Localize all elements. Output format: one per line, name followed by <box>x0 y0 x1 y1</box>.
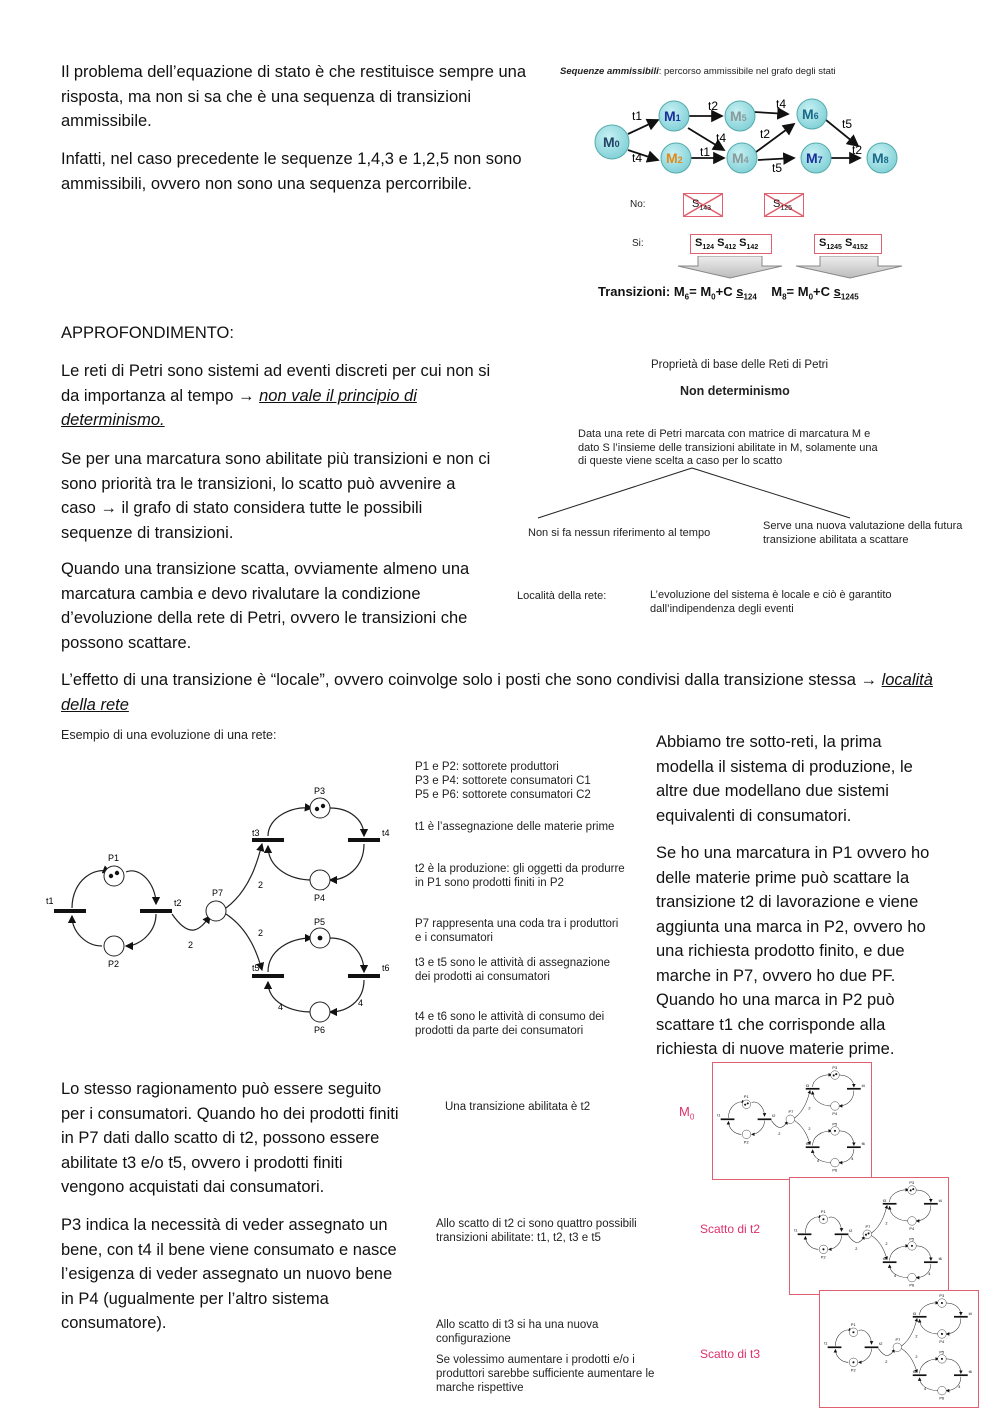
state-node-m7 <box>801 143 831 173</box>
token <box>912 1188 914 1190</box>
transizioni-formula: Transizioni: $M_6= M_0+C$ $s_{124}$ $M_8= M_0+C$ $s_{1245}$ <box>598 284 859 302</box>
legend-item-4: P7 rappresenta una coda tra i produttori e i consumatori <box>415 918 619 944</box>
label-t1: t1 <box>794 1228 798 1233</box>
token <box>868 1232 870 1234</box>
right-paragraph-1: Abbiamo tre sotto-reti, la prima modella il sistema di produzione, le altre due modellano due sistemi equivalenti di consumatori. <box>656 733 913 825</box>
label-p5: P5 <box>939 1350 945 1355</box>
weight-t6-p6: 4 <box>958 1385 961 1390</box>
step2-label: Scatto di t2 <box>700 1222 761 1236</box>
place-p6 <box>908 1273 917 1282</box>
nondet-body: Data una rete di Petri marcata con matrice di marcatura M e dato S l’insieme delle transizioni abilitate in M, solamente una di queste viene scelta a caso per lo scatto <box>578 428 878 467</box>
label-t5: t5 <box>882 1257 886 1262</box>
accepted-seq-box-1: $S_{124}$ $S_{412}$ $S_{142}$ <box>690 234 772 254</box>
label-p4: P4 <box>909 1226 915 1231</box>
net-snapshot-m0 <box>712 1062 872 1180</box>
label-t3: t3 <box>882 1199 886 1204</box>
place-p7 <box>786 1115 795 1124</box>
token <box>852 1361 854 1363</box>
token <box>910 1189 912 1191</box>
locality-label: Località della rete: <box>517 590 607 602</box>
step1-label: $M_0$ <box>679 1104 695 1122</box>
label-t6: t6 <box>938 1257 942 1262</box>
edge-label-t1b: t1 <box>700 145 711 159</box>
state-node-m5 <box>725 101 755 131</box>
label-p2: P2 <box>108 959 120 969</box>
label-p7: P7 <box>895 1337 901 1342</box>
edge-label-t5: t5 <box>772 161 783 175</box>
net-snapshot-t3 <box>819 1290 979 1408</box>
svg-text:M7: M7 <box>806 150 823 166</box>
label-p6: P6 <box>832 1168 838 1173</box>
place-p7 <box>206 901 226 921</box>
svg-text:M4: M4 <box>732 150 749 166</box>
step3-label: Scatto di t3 <box>700 1347 761 1361</box>
nondet-branch-lines <box>520 464 920 524</box>
label-t5: t5 <box>252 963 260 973</box>
nondet-right: Serve una nuova valutazione della futura transizione abilitata a scattare <box>763 520 963 546</box>
label-p7: P7 <box>788 1109 794 1114</box>
seq-figure-title: Sequenze ammissibili: percorso ammissibile nel grafo degli stati <box>560 66 836 77</box>
label-p1: P1 <box>743 1094 749 1099</box>
token <box>834 1130 836 1132</box>
label-p6: P6 <box>939 1396 945 1401</box>
label-p3: P3 <box>314 786 326 796</box>
step3-text: Allo scatto di t3 si ha una nuova configurazione <box>436 1319 599 1345</box>
weight-p7-t3: 2 <box>808 1106 811 1111</box>
weight-p7-t3: 2 <box>258 880 264 890</box>
place-p4 <box>310 870 330 890</box>
label-t6: t6 <box>861 1142 865 1147</box>
approfondimento-paragraph-4: L’effetto di una transizione è “locale”, ovvero coinvolge solo i posti che sono condivisi dalla transizione stessa → località della rete <box>61 671 933 714</box>
step1-text: Una transizione abilitata è t2 <box>445 1101 591 1113</box>
svg-text:M0: M0 <box>603 134 620 150</box>
weight-p7-t5: 2 <box>808 1127 811 1132</box>
state-node-m1 <box>659 101 689 131</box>
place-p4 <box>831 1102 840 1111</box>
label-p1: P1 <box>820 1209 826 1214</box>
rejected-seq-1: $S_{143}$ <box>683 193 723 217</box>
token <box>865 1234 867 1236</box>
weight-p6-t5: 4 <box>893 1273 897 1278</box>
nondet-title: Proprietà di base delle Reti di Petri <box>651 359 829 371</box>
label-t1: t1 <box>717 1113 721 1118</box>
si-label: Si: <box>632 238 644 249</box>
place-p3 <box>831 1071 840 1080</box>
weight-t2-p7: 2 <box>855 1247 858 1252</box>
state-node-m6 <box>797 99 827 129</box>
place-p3 <box>908 1186 917 1195</box>
legend-item-1: P1 e P2: sottorete produttori P3 e P4: sottorete consumatori C1 P5 e P6: sottorete consumatori C2 <box>415 761 591 801</box>
approfondimento-heading: APPROFONDIMENTO: <box>61 324 234 342</box>
step2-text: Allo scatto di t2 ci sono quattro possibili transizioni abilitate: t1, t2, t3 e t5 <box>436 1218 637 1244</box>
weight-p7-t5: 2 <box>258 928 264 938</box>
no-label: No: <box>630 199 646 210</box>
intro-paragraph-1: Il problema dell’equazione di stato è che restituisce sempre una risposta, ma non si sa che è una sequenza di transizioni ammissibile. <box>61 63 527 130</box>
place-p4 <box>908 1217 917 1226</box>
label-t4: t4 <box>968 1312 972 1317</box>
label-t3: t3 <box>252 828 260 838</box>
intro-paragraph-2: Infatti, nel caso precedente le sequenze 1,4,3 e 1,2,5 non sono ammissibili, ovvero non sono una sequenza percorribile. <box>61 150 522 193</box>
label-p3: P3 <box>909 1181 915 1186</box>
approfondimento-paragraph-3: Quando una transizione scatta, ovviamente almeno una marcatura cambia e devo rivalutare la condizione d’evoluzione della rete di Petri, ovvero le transizioni che possono scattare. <box>61 560 470 652</box>
edge-label-t4b: t4 <box>716 131 727 145</box>
step3-text-2: Se volessimo aumentare i prodotti e/o i produttori sarebbe sufficiente aumentare le marche rispettive <box>436 1354 655 1394</box>
svg-text:M5: M5 <box>730 108 747 124</box>
label-t3: t3 <box>912 1312 916 1317</box>
place-p6 <box>938 1386 947 1395</box>
edge-label-t4c: t4 <box>776 97 787 111</box>
label-p7: P7 <box>212 888 224 898</box>
petri-net-diagram <box>40 780 400 1050</box>
legend-item-5: t3 e t5 sono le attività di assegnazione dei prodotti ai consumatori <box>415 957 610 983</box>
token <box>822 1248 824 1250</box>
weight-p7-t3: 2 <box>885 1221 888 1226</box>
weight-p7-t5: 2 <box>915 1355 918 1360</box>
mini-petri-net <box>713 1063 871 1179</box>
down-arrows <box>610 256 910 280</box>
place-p3 <box>310 798 330 818</box>
label-p5: P5 <box>832 1122 838 1127</box>
token <box>835 1073 837 1075</box>
bottom-paragraph-2: P3 indica la necessità di veder assegnato un bene, con t4 il bene viene consumato e nasce l’esigenza di veder assegnato un nuovo bene in P4 (ugualmente per l’altro sistema consumatore). <box>61 1216 397 1332</box>
token <box>941 1302 943 1304</box>
label-p2: P2 <box>743 1140 749 1145</box>
state-node-m0 <box>595 125 629 159</box>
weight-p7-t5: 2 <box>885 1242 888 1247</box>
weight-p7-t3: 2 <box>915 1334 918 1339</box>
token <box>744 1104 746 1106</box>
weight-t2-p7: 2 <box>188 940 194 950</box>
label-t4: t4 <box>382 828 390 838</box>
svg-text:M8: M8 <box>872 150 889 166</box>
label-p2: P2 <box>820 1255 826 1260</box>
token <box>747 1102 749 1104</box>
weight-t2-p7: 2 <box>778 1132 781 1137</box>
nondet-subtitle: Non determinismo <box>680 384 790 398</box>
label-p3: P3 <box>832 1066 838 1071</box>
rejected-seq-2: $S_{125}$ <box>764 193 804 217</box>
label-p2: P2 <box>850 1368 856 1373</box>
right-paragraph-2: Se ho una marcatura in P1 ovvero ho delle materie prime può scattare la transizione t2 di lavorazione e viene aggiunta una marca in P2, ovvero ho una richiesta prodotto finito, e due marche in P7, ovvero ho due PF. Quando ho una marca in P2 può scattare t1 che corrisponde alla richiesta di nuove materie prime. <box>656 844 930 1058</box>
label-t6: t6 <box>968 1370 972 1375</box>
place-p7 <box>863 1230 872 1239</box>
place-p1 <box>104 866 124 886</box>
state-node-m8 <box>867 143 897 173</box>
place-p7 <box>893 1343 902 1352</box>
label-t5: t5 <box>805 1142 809 1147</box>
label-p5: P5 <box>909 1237 915 1242</box>
label-t2: t2 <box>772 1114 776 1119</box>
nondet-left: Non si fa nessun riferimento al tempo <box>528 527 711 539</box>
place-p1 <box>742 1100 751 1109</box>
edge-label-t2b: t2 <box>760 127 771 141</box>
token <box>822 1218 824 1220</box>
place-p6 <box>310 1002 330 1022</box>
place-p6 <box>831 1158 840 1167</box>
label-t3: t3 <box>805 1084 809 1089</box>
svg-text:M6: M6 <box>802 106 819 122</box>
token <box>833 1074 835 1076</box>
bottom-paragraph-1: Lo stesso ragionamento può essere seguito per i consumatori. Quando ho dei prodotti finiti in P7 dati dallo scatto di t2, possono essere abilitate t3 e/o t5, ovvero i prodotti finiti vengono acquistati dai consumatori. <box>61 1080 399 1196</box>
label-p1: P1 <box>108 853 120 863</box>
label-t5: t5 <box>912 1370 916 1375</box>
edge-label-t2: t2 <box>708 99 719 113</box>
label-p5: P5 <box>314 917 326 927</box>
state-graph <box>590 92 910 202</box>
locality-text: L’evoluzione del sistema è locale e ciò è garantito dall’indipendenza degli eventi <box>650 589 892 615</box>
state-node-m4 <box>727 143 757 173</box>
label-p4: P4 <box>832 1111 838 1116</box>
legend-item-6: t4 e t6 sono le attività di consumo dei prodotti da parte dei consumatori <box>415 1011 605 1037</box>
label-p6: P6 <box>314 1025 326 1035</box>
weight-t6-p6: 4 <box>358 998 364 1008</box>
label-t4: t4 <box>861 1084 865 1089</box>
label-p4: P4 <box>939 1339 945 1344</box>
weight-t6-p6: 4 <box>851 1157 854 1162</box>
token <box>852 1331 854 1333</box>
state-node-m2 <box>661 143 691 173</box>
token <box>941 1358 943 1360</box>
place-p2 <box>742 1130 751 1139</box>
accepted-seq-box-2: $S_{1245}$ $S_{4152}$ <box>814 234 882 254</box>
svg-text:M1: M1 <box>664 108 681 124</box>
net-snapshot-t2 <box>789 1177 949 1295</box>
svg-text:M2: M2 <box>666 150 683 166</box>
legend-item-2: t1 è l’assegnazione delle materie prime <box>415 821 615 833</box>
label-t2: t2 <box>174 898 182 908</box>
edge-label-t1: t1 <box>632 109 643 123</box>
weight-p6-t5: 4 <box>816 1158 820 1163</box>
approfondimento-paragraph-2: Se per una marcatura sono abilitate più transizioni e non ci sono priorità tra le transizioni, lo scatto può avvenire a caso → il grafo di stato considera tutte le possibili sequenze di transizioni. <box>61 450 491 542</box>
edge-label-t4: t4 <box>632 151 643 165</box>
weight-t2-p7: 2 <box>885 1360 888 1365</box>
edge-label-t5b: t5 <box>842 117 853 131</box>
label-t6: t6 <box>382 963 390 973</box>
mini-petri-net <box>820 1291 978 1407</box>
label-t1: t1 <box>824 1341 828 1346</box>
legend-item-3: t2 è la produzione: gli oggetti da produrre in P1 sono prodotti finiti in P2 <box>415 863 625 889</box>
approfondimento-paragraph-1: Le reti di Petri sono sistemi ad eventi discreti per cui non si da importanza al tempo → non vale il principio di determinismo. <box>61 362 491 429</box>
example-title: Esempio di una evoluzione di una rete: <box>61 728 277 742</box>
label-t4: t4 <box>938 1199 942 1204</box>
label-p6: P6 <box>909 1283 915 1288</box>
label-p1: P1 <box>850 1322 856 1327</box>
token <box>911 1245 913 1247</box>
label-p4: P4 <box>314 893 326 903</box>
token <box>941 1333 943 1335</box>
weight-p6-t5: 4 <box>923 1386 927 1391</box>
label-t1: t1 <box>46 896 54 906</box>
label-p3: P3 <box>939 1294 945 1299</box>
label-t2: t2 <box>879 1342 883 1347</box>
label-t2: t2 <box>849 1229 853 1234</box>
place-p2 <box>104 936 124 956</box>
label-p7: P7 <box>865 1224 871 1229</box>
weight-t6-p6: 4 <box>928 1272 931 1277</box>
edge-label-t2c: t2 <box>852 143 863 157</box>
weight-p6-t5: 4 <box>278 1002 284 1012</box>
mini-petri-net <box>790 1178 948 1294</box>
